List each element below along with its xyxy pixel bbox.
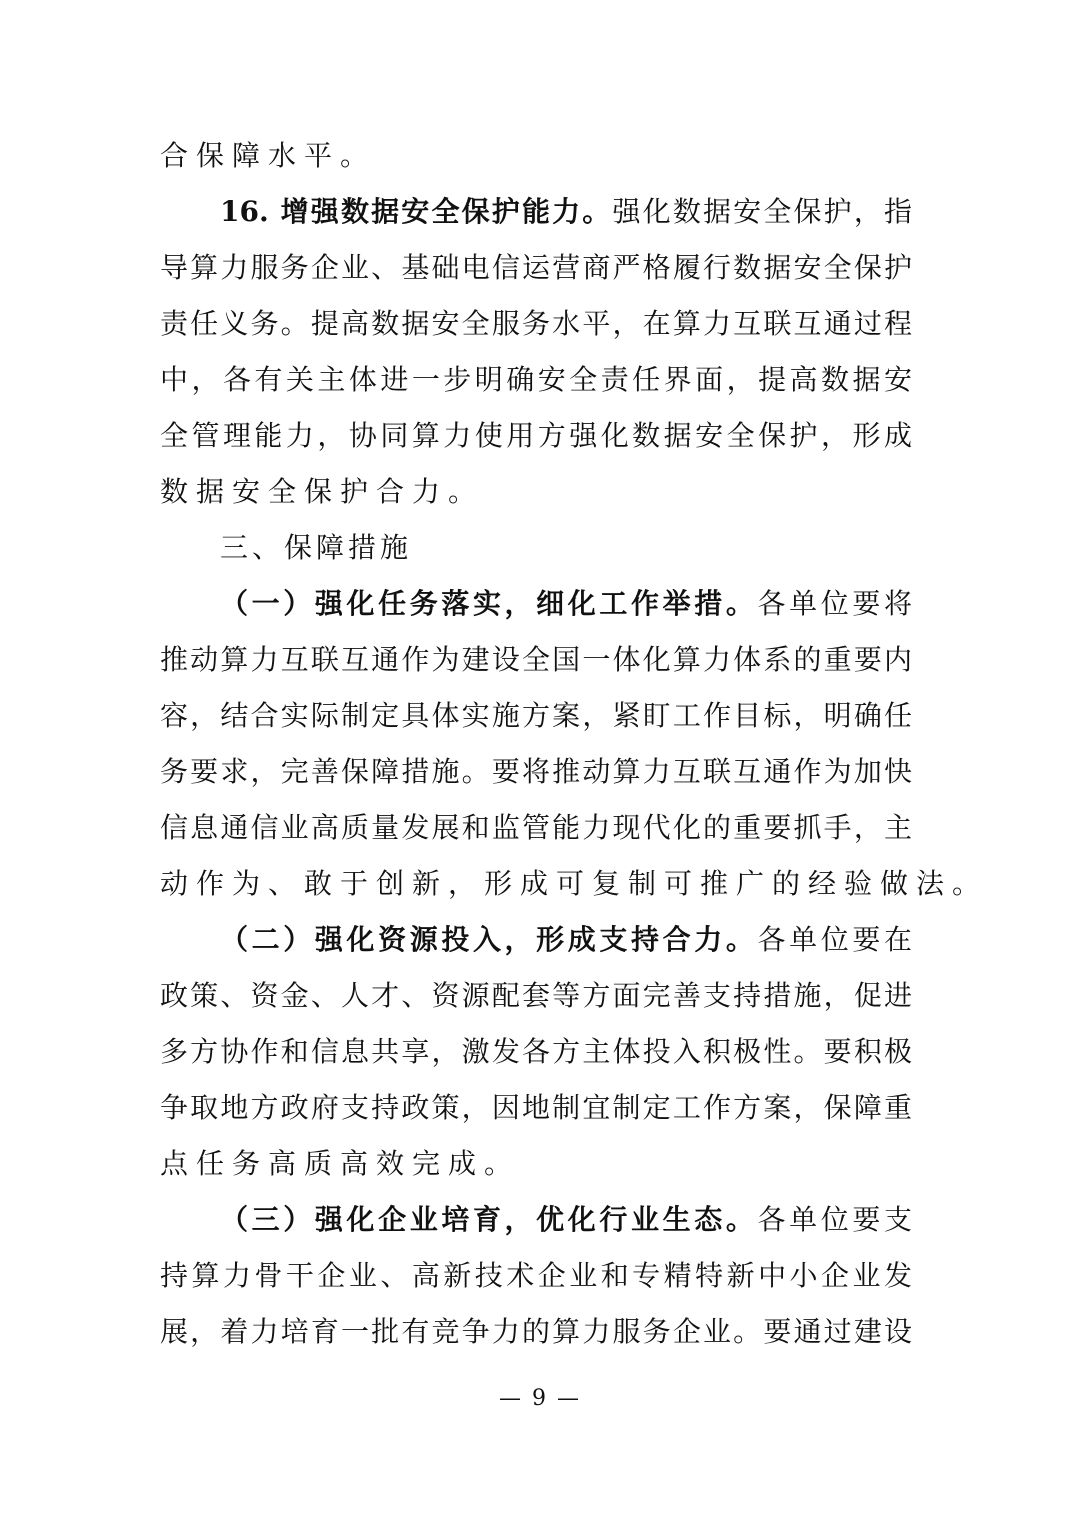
text-line-18 [160,1080,912,1136]
line-text: 多方协作和信息共享，激发各方主体投入积极性。要积极 [160,1035,912,1068]
text-line-20 [160,1192,912,1248]
line-text: 导算力服务企业、基础电信运营商严格履行数据安全保护 [160,251,912,284]
text-line-2 [160,184,912,240]
line-text: 动作为、敢于创新，形成可复制可推广的经验做法。 [160,867,989,900]
line-text: 持算力骨干企业、高新技术企业和专精特新中小企业发 [160,1259,912,1292]
page-number: — 9 — [499,1386,581,1411]
text-line-1 [160,128,912,184]
text-line-12 [160,744,912,800]
line-text: 数据安全保护合力。 [160,475,485,508]
line-text: 合保障水平。 [160,139,377,172]
text-line-15 [160,912,912,968]
text-line-9 [160,576,912,632]
text-line-10 [160,632,912,688]
text-line-7 [160,464,912,520]
text-line-21 [160,1248,912,1304]
line-text: 责任义务。提高数据安全服务水平，在算力互联互通过程 [160,307,912,340]
section-title: 三、保障措施 [220,531,413,564]
text-line-5 [160,352,912,408]
text-line-19 [160,1136,912,1192]
text-line-14 [160,856,989,912]
text-line-6 [160,408,912,464]
line-text: 政策、资金、人才、资源配套等方面完善支持措施，促进 [160,979,912,1012]
line-text: 信息通信业高质量发展和监管能力现代化的重要抓手，主 [160,811,912,844]
text-line-11 [160,688,912,744]
text-line-4 [160,296,912,352]
line-text: 推动算力互联互通作为建设全国一体化算力体系的重要内 [160,643,912,676]
line-text: 各单位要将 [757,587,912,620]
text-line-13 [160,800,912,856]
measure-1-heading: （一）强化任务落实，细化工作举措。 [220,587,758,620]
document-body [160,128,989,1360]
line-text: 务要求，完善保障措施。要将推动算力互联互通作为加快 [160,755,912,788]
line-text: 各单位要支 [757,1203,912,1236]
measure-3-heading: （三）强化企业培育，优化行业生态。 [220,1203,758,1236]
line-text: 点任务高质高效完成。 [160,1147,521,1180]
line-text: 容，结合实际制定具体实施方案，紧盯工作目标，明确任 [160,699,912,732]
line-text: 强化数据安全保护，指 [612,195,912,228]
section-heading [160,520,912,576]
line-text: 展，着力培育一批有竞争力的算力服务企业。要通过建设 [160,1315,912,1348]
measure-2-heading: （二）强化资源投入，形成支持合力。 [220,923,758,956]
item-16-heading: 16. 增强数据安全保护能力。 [220,195,613,228]
text-line-16 [160,968,912,1024]
line-text: 中，各有关主体进一步明确安全责任界面，提高数据安 [160,363,912,396]
line-text: 各单位要在 [757,923,912,956]
line-text: 争取地方政府支持政策，因地制宜制定工作方案，保障重 [160,1091,912,1124]
line-text: 全管理能力，协同算力使用方强化数据安全保护，形成 [160,419,912,452]
text-line-3 [160,240,912,296]
text-line-17 [160,1024,912,1080]
text-line-22 [160,1304,912,1360]
